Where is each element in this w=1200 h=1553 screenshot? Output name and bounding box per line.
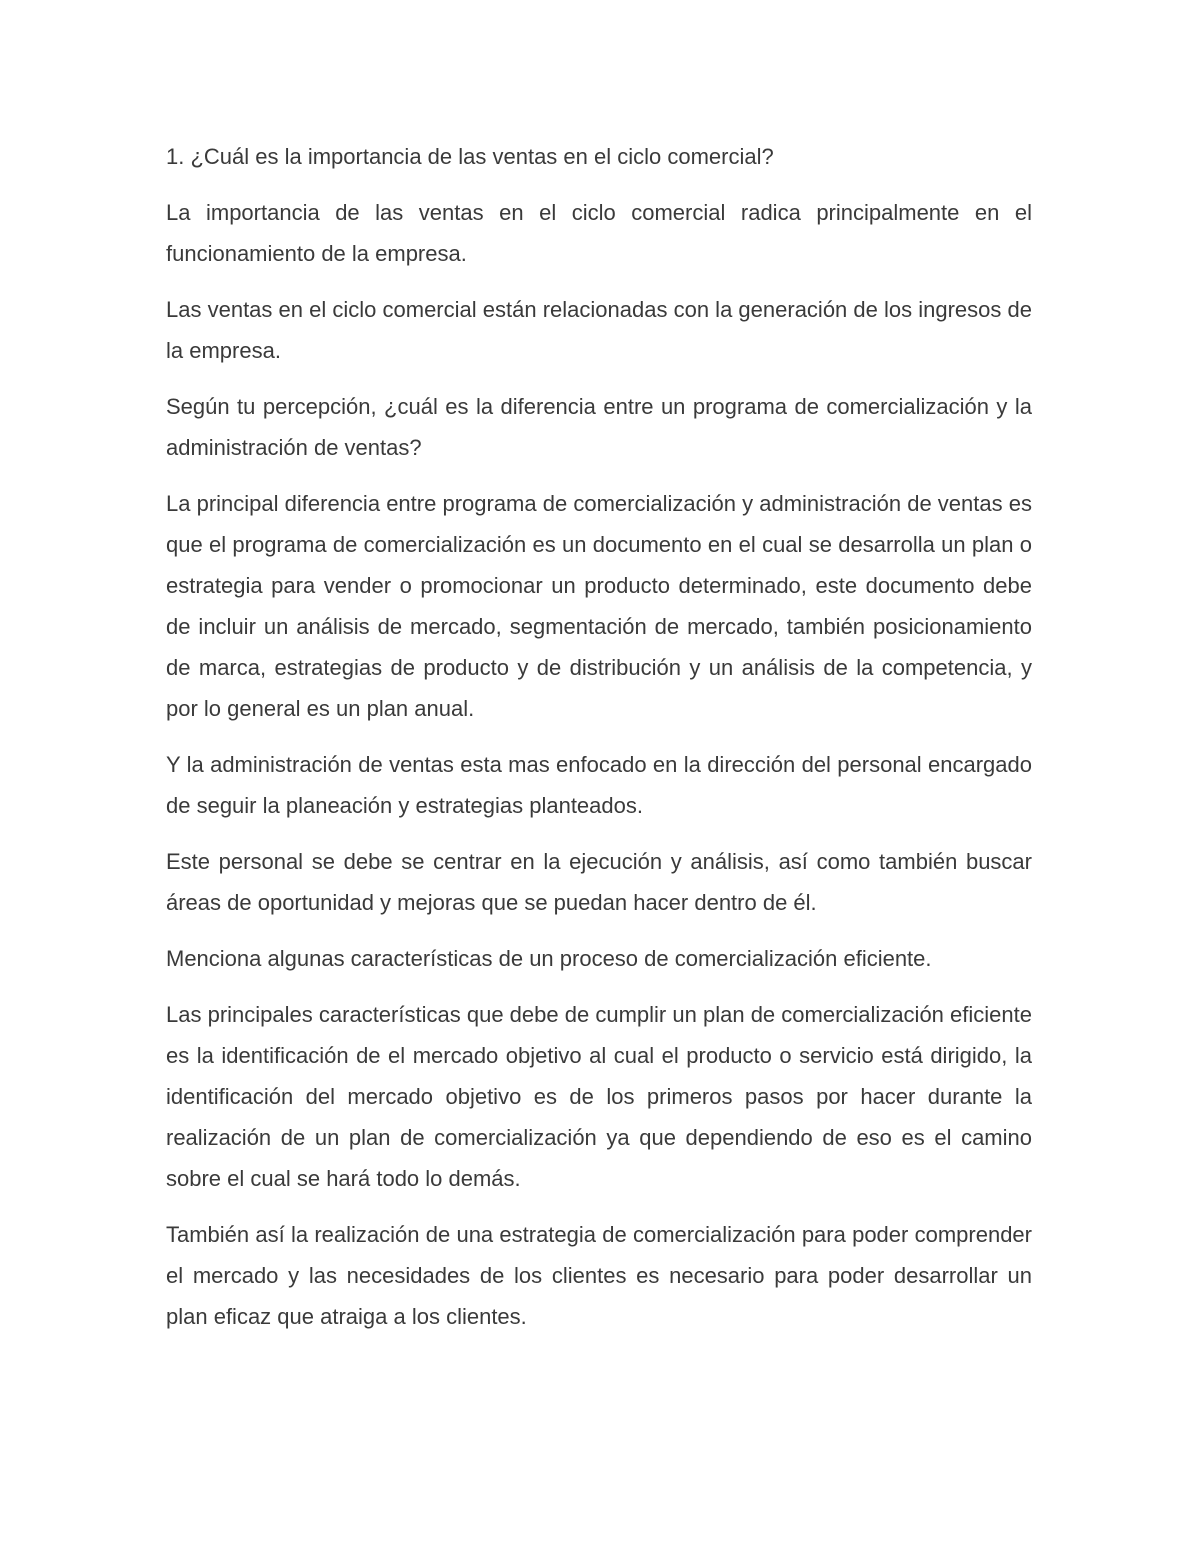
answer-paragraph-5: Este personal se debe se centrar en la ejecución y análisis, así como también buscar áreas de oportunidad y mejoras que se puedan hacer dentro de él. bbox=[166, 849, 1032, 915]
answer-paragraph-2: Las ventas en el ciclo comercial están relacionadas con la generación de los ingresos de la empresa. bbox=[166, 297, 1032, 363]
answer-paragraph-3: La principal diferencia entre programa de comercialización y administración de ventas es que el programa de comercialización es un documento en el cual se desarrolla un plan o estrategia para vender o promocionar un producto determinado, este documento debe de incluir un análisis de mercado, segmentación de mercado, también posicionamiento de marca, estrategias de producto y de distribución y un análisis de la competencia, y por lo general es un plan anual. bbox=[166, 491, 1032, 721]
answer-paragraph-1: La importancia de las ventas en el ciclo comercial radica principalmente en el funcionamiento de la empresa. bbox=[166, 200, 1032, 266]
question-heading-3: Menciona algunas características de un proceso de comercialización eficiente. bbox=[166, 946, 932, 971]
question-heading-1: 1. ¿Cuál es la importancia de las ventas en el ciclo comercial? bbox=[166, 144, 774, 169]
answer-paragraph-7: También así la realización de una estrategia de comercialización para poder comprender el mercado y las necesidades de los clientes es necesario para poder desarrollar un plan eficaz que atraiga a los clientes. bbox=[166, 1222, 1032, 1329]
answer-paragraph-4: Y la administración de ventas esta mas enfocado en la dirección del personal encargado de seguir la planeación y estrategias planteados. bbox=[166, 752, 1032, 818]
document-body bbox=[166, 136, 1032, 1352]
question-heading-2: Según tu percepción, ¿cuál es la diferencia entre un programa de comercialización y la administración de ventas? bbox=[166, 394, 1032, 460]
answer-paragraph-6: Las principales características que debe de cumplir un plan de comercialización eficiente es la identificación de el mercado objetivo al cual el producto o servicio está dirigido, la identificación del mercado objetivo es de los primeros pasos por hacer durante la realización de un plan de comercialización ya que dependiendo de eso es el camino sobre el cual se hará todo lo demás. bbox=[166, 1002, 1032, 1191]
